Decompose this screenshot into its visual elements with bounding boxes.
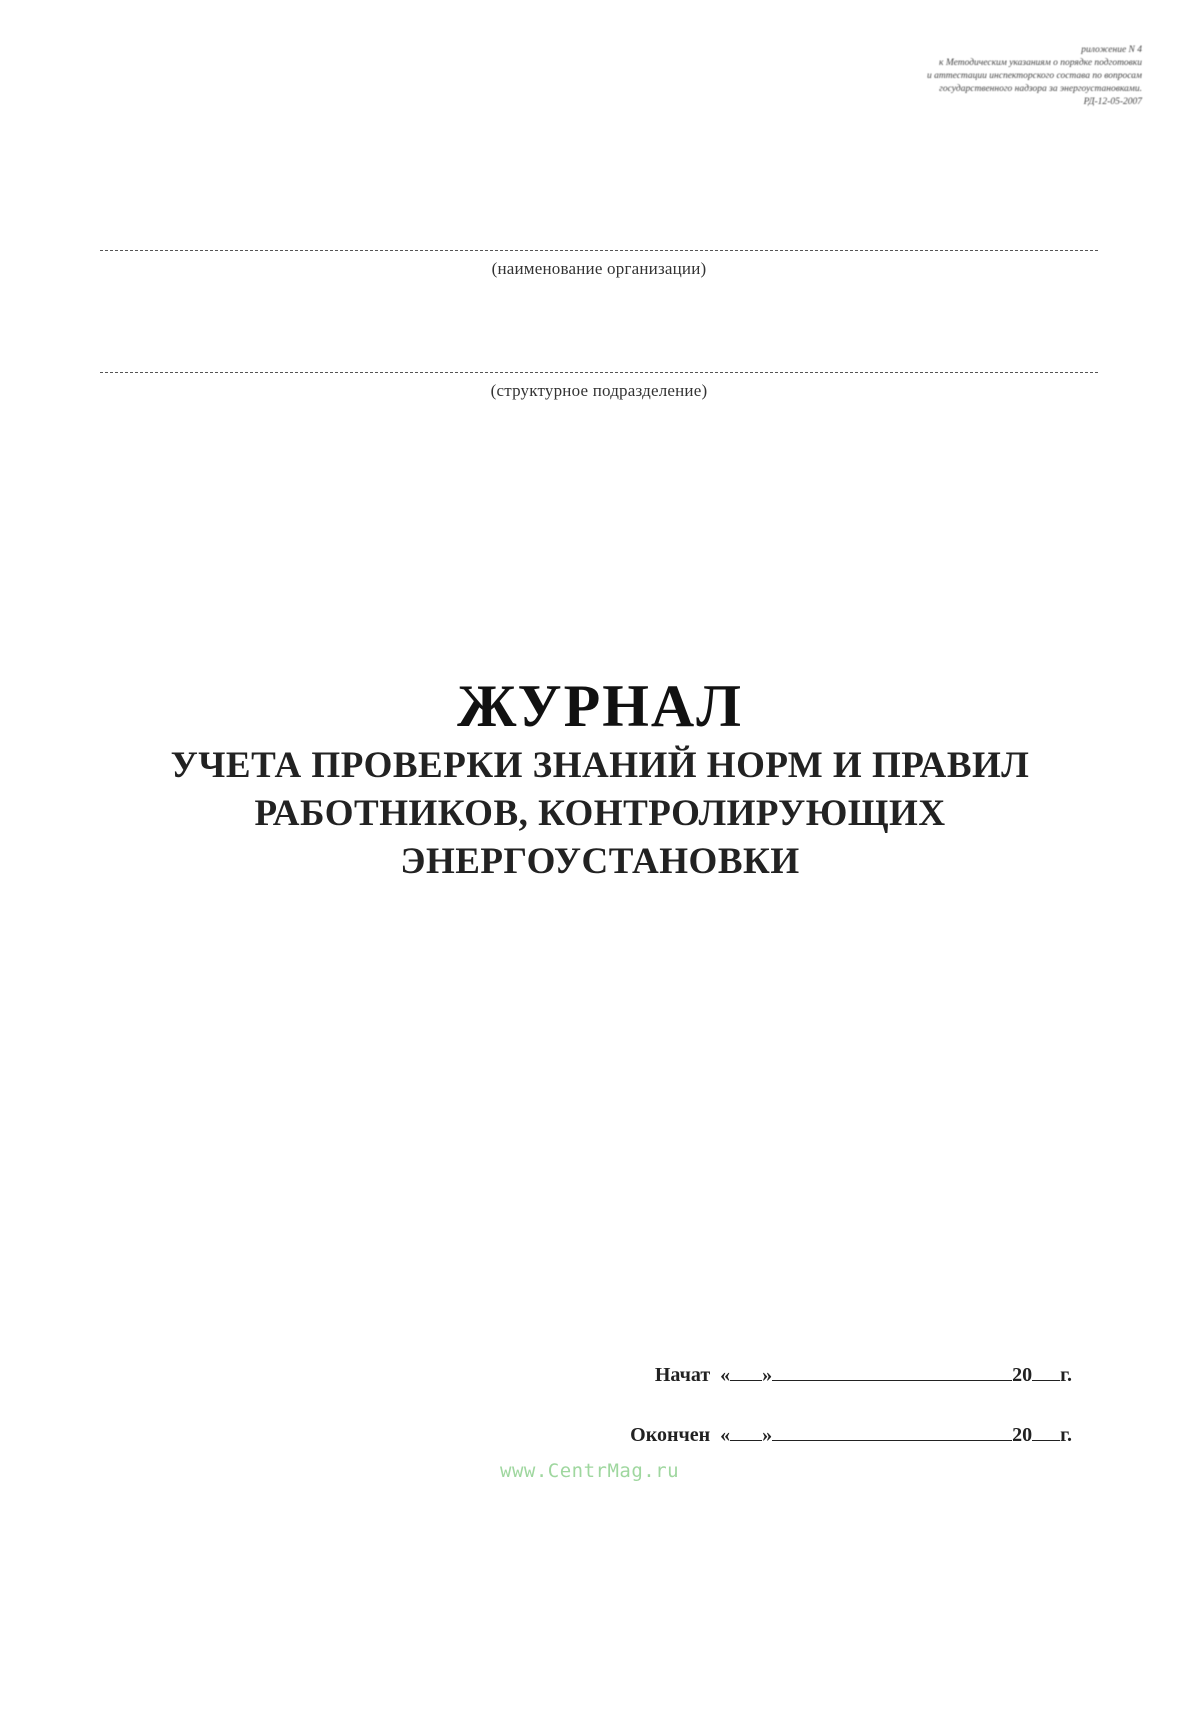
- department-line: [100, 372, 1098, 373]
- appendix-note-line: к Методическим указаниям о порядке подготовки: [939, 58, 1142, 68]
- appendix-note-line: государственного надзора за энергоустановками.: [939, 84, 1142, 94]
- finished-day-blank: [730, 1422, 762, 1441]
- title-sub-line: УЧЕТА ПРОВЕРКИ ЗНАНИЙ НОРМ И ПРАВИЛ: [170, 745, 1030, 786]
- year-prefix: 20: [1012, 1364, 1033, 1386]
- started-label: Начат: [654, 1364, 711, 1386]
- quote-close: »: [762, 1424, 773, 1446]
- year-suffix: г.: [1060, 1424, 1072, 1446]
- appendix-note-line: РД-12-05-2007: [1083, 97, 1142, 107]
- finished-date-row: [552, 1422, 1072, 1454]
- quote-close: »: [762, 1364, 773, 1386]
- watermark: www.CentrMag.ru: [500, 1460, 680, 1482]
- department-field: [100, 372, 1098, 401]
- title-main: ЖУРНАЛ: [457, 673, 743, 739]
- appendix-note-line: и аттестации инспекторского состава по вопросам: [927, 71, 1142, 81]
- started-month-blank: [772, 1362, 1012, 1381]
- quote-open: «: [720, 1364, 731, 1386]
- finished-label: Окончен: [630, 1424, 711, 1446]
- started-year-blank: [1032, 1362, 1060, 1381]
- department-caption: (структурное подразделение): [490, 381, 708, 400]
- title-block: [60, 670, 1140, 886]
- organization-caption: (наименование организации): [491, 259, 707, 278]
- started-date-row: [552, 1362, 1072, 1394]
- finished-month-blank: [772, 1422, 1012, 1441]
- title-sub-line: РАБОТНИКОВ, КОНТРОЛИРУЮЩИХ: [254, 793, 946, 834]
- finished-year-blank: [1032, 1422, 1060, 1441]
- started-day-blank: [730, 1362, 762, 1381]
- organization-field: [100, 250, 1098, 279]
- quote-open: «: [720, 1424, 731, 1446]
- organization-line: [100, 250, 1098, 251]
- year-suffix: г.: [1060, 1364, 1072, 1386]
- year-prefix: 20: [1012, 1424, 1033, 1446]
- appendix-note: [722, 44, 1142, 109]
- appendix-note-line: риложение N 4: [1081, 45, 1142, 55]
- title-sub-line: ЭНЕРГОУСТАНОВКИ: [400, 841, 800, 882]
